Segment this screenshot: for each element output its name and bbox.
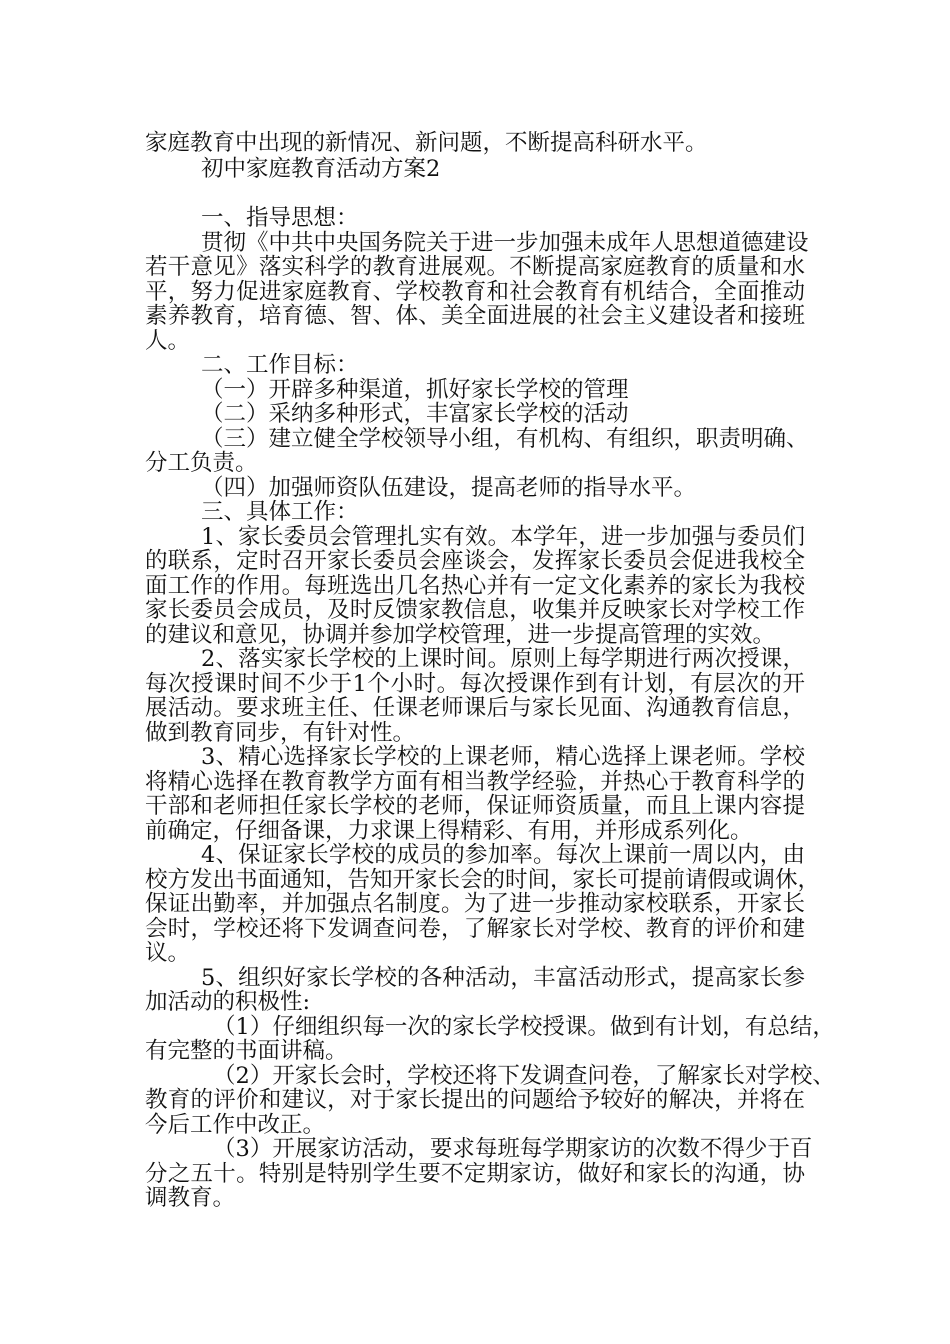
text-line: 将精心选择在教育教学方面有相当教学经验，并热心于教育科学的 [145, 768, 805, 795]
section-heading: 三、具体工作： [201, 499, 359, 525]
text-line: 会时，学校还将下发调查问卷，了解家长对学校、教育的评价和建 [145, 915, 805, 942]
list-item: （三）建立健全学校领导小组，有机构、有组织，职责明确、 [201, 425, 809, 452]
text-line: 若干意见》落实科学的教育进展观。不断提高家庭教育的质量和水 [145, 254, 805, 280]
list-item: （一）开辟多种渠道，抓好家长学校的管理 [201, 376, 629, 403]
section-2 [145, 352, 809, 501]
text-line: 3、精心选择家长学校的上课老师，精心选择上课老师。学校 [201, 744, 805, 770]
text-line: 分之五十。特别是特别学生要不定期家访，做好和家长的沟通，协 [145, 1160, 805, 1187]
text-line: 的联系，定时召开家长委员会座谈会，发挥家长委员会促进我校全 [145, 548, 805, 574]
text-line: 素养教育，培育德、智、体、美全面进展的社会主义建设者和接班 [145, 303, 805, 329]
document-title: 初中家庭教育活动方案2 [201, 156, 441, 182]
text-line: 2、落实家长学校的上课时间。原则上每学期进行两次授课， [201, 646, 805, 672]
text-line: 干部和老师担任家长学校的老师，保证师资质量，而且上课内容提 [145, 793, 805, 819]
section-heading: 二、工作目标： [201, 352, 359, 378]
list-item-continued: 分工负责。 [145, 450, 258, 476]
text-line: 1、家长委员会管理扎实有效。本学年，进一步加强与委员们 [201, 523, 805, 550]
sub-item: （1）仔细组织每一次的家长学校授课。做到有计划，有总结， [213, 1013, 835, 1040]
text-line: 展活动。要求班主任、任课老师课后与家长见面、沟通教育信息， [145, 695, 805, 721]
text-line: 4、保证家长学校的成员的参加率。每次上课前一周以内，由 [201, 842, 805, 868]
text-line: 平，努力促进家庭教育、学校教育和社会教育有机结合，全面推动 [145, 278, 805, 305]
text-line: 校方发出书面通知，告知开家长会的时间，家长可提前请假或调休， [145, 866, 821, 893]
section-3 [145, 499, 835, 1211]
text-line: 贯彻《中共中央国务院关于进一步加强未成年人思想道德建设 [201, 229, 809, 256]
text-line: 有完整的书面讲稿。 [145, 1038, 348, 1064]
sub-item: （2）开家长会时，学校还将下发调查问卷，了解家长对学校、 [213, 1062, 835, 1089]
intro-paragraph [145, 131, 805, 156]
text-line: 议。 [145, 940, 191, 966]
text-line: 的建议和意见，协调并参加学校管理，进一步提高管理的实效。 [145, 621, 776, 648]
text-line: 家长委员会成员，及时反馈家教信息，收集并反映家长对学校工作 [145, 597, 805, 623]
section-1 [145, 205, 809, 354]
text-line: 做到教育同步，有针对性。 [145, 719, 416, 746]
sub-item: （3）开展家访活动，要求每班每学期家访的次数不得少于百 [213, 1136, 813, 1162]
section-title [145, 157, 805, 182]
text-line: 人。 [145, 327, 191, 354]
section-heading: 一、指导思想： [201, 205, 359, 231]
text-line: 前确定，仔细备课，力求课上得精彩、有用，并形成系列化。 [145, 817, 753, 844]
list-item: （二）采纳多种形式，丰富家长学校的活动 [201, 401, 629, 427]
text-line: 今后工作中改正。 [145, 1111, 326, 1138]
list-item: （四）加强师资队伍建设，提高老师的指导水平。 [201, 474, 697, 501]
text-line: 加活动的积极性: [145, 989, 311, 1015]
text-line: 保证出勤率，并加强点名制度。为了进一步推动家校联系，开家长 [145, 891, 805, 917]
text-line: 家庭教育中出现的新情况、新问题，不断提高科研水平。 [145, 130, 708, 156]
text-line: 调教育。 [145, 1185, 236, 1211]
text-line: 教育的评价和建议，对于家长提出的问题给予较好的解决，并将在 [145, 1087, 805, 1113]
text-line: 每次授课时间不少于1个小时。每次授课作到有计划，有层次的开 [145, 670, 805, 697]
text-line: 5、组织好家长学校的各种活动，丰富活动形式，提高家长参 [201, 964, 805, 991]
text-line: 面工作的作用。每班选出几名热心并有一定文化素养的家长为我校 [145, 572, 805, 599]
